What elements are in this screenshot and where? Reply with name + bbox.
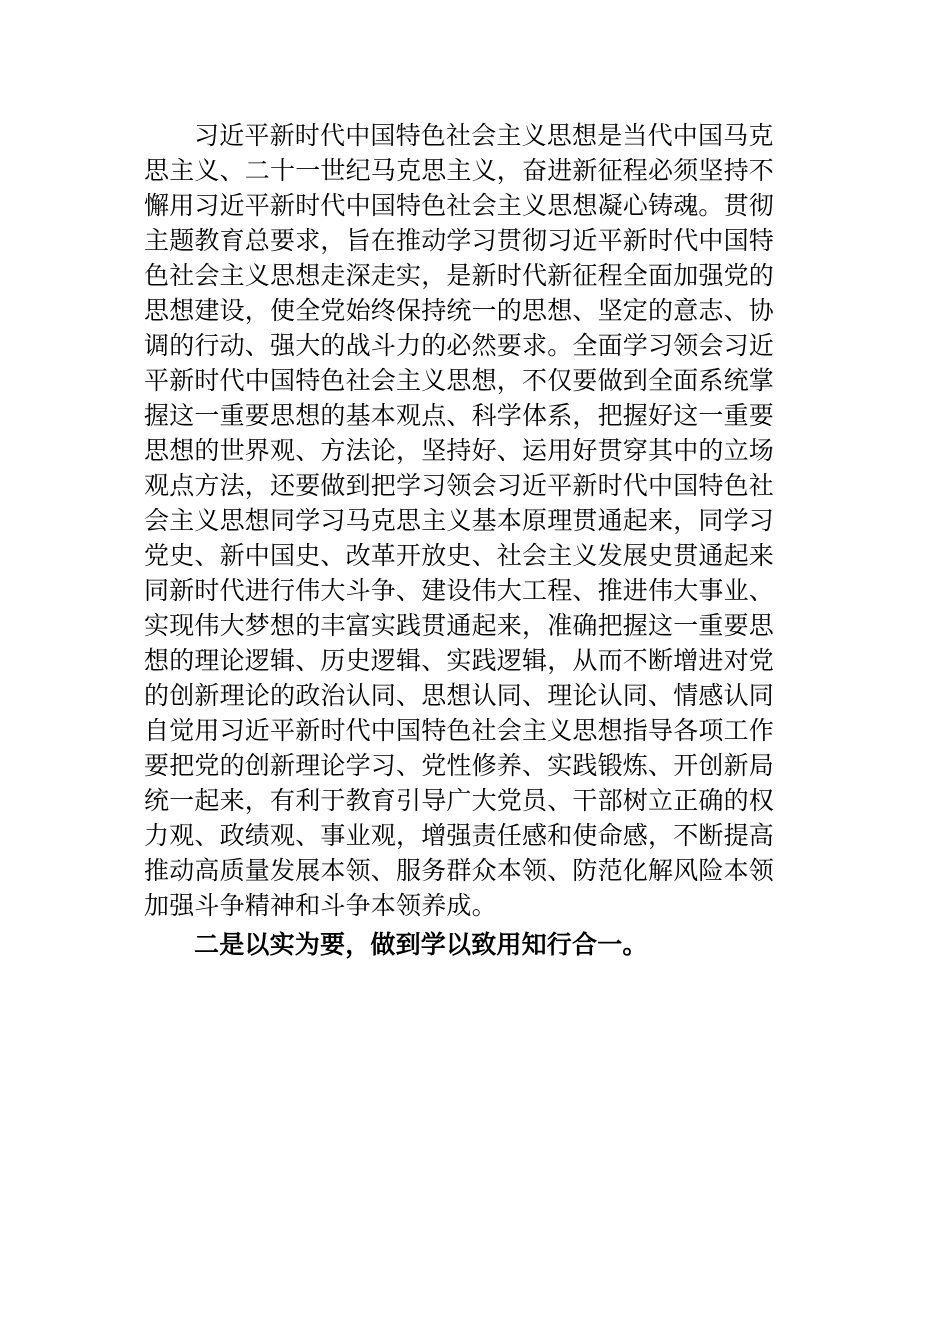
body-text <box>144 118 814 962</box>
paragraph-line-12: 会主义思想同学习马克思主义基本原理贯通起来，同学习 <box>144 506 775 535</box>
paragraph-line-23: 加强斗争精神和斗争本领养成。 <box>144 891 497 920</box>
paragraph-line-18: 自觉用习近平新时代中国特色社会主义思想指导各项工作 <box>144 716 775 745</box>
section-heading: 二是以实为要，做到学以致用知行合一。 <box>194 930 648 959</box>
paragraph-line-1: 习近平新时代中国特色社会主义思想是当代中国马克 <box>194 121 774 150</box>
paragraph-line-10: 思想的世界观、方法论，坚持好、运用好贯穿其中的立场 <box>144 436 775 465</box>
paragraph-line-15: 实现伟大梦想的丰富实践贯通起来，准确把握这一重要思 <box>144 611 775 640</box>
paragraph-line-13: 党史、新中国史、改革开放史、社会主义发展史贯通起来 <box>144 541 775 570</box>
paragraph-line-16: 想的理论逻辑、历史逻辑、实践逻辑，从而不断增进对党 <box>144 646 775 675</box>
paragraph-line-14: 同新时代进行伟大斗争、建设伟大工程、推进伟大事业、 <box>144 576 775 605</box>
paragraph-line-7: 调的行动、强大的战斗力的必然要求。全面学习领会习近 <box>144 331 775 360</box>
paragraph-line-9: 握这一重要思想的基本观点、科学体系，把握好这一重要 <box>144 401 775 430</box>
paragraph-line-2: 思主义、二十一世纪马克思主义，奋进新征程必须坚持不 <box>144 156 775 185</box>
paragraph-line-11: 观点方法，还要做到把学习领会习近平新时代中国特色社 <box>144 471 775 500</box>
paragraph-line-3: 懈用习近平新时代中国特色社会主义思想凝心铸魂。贯彻 <box>144 191 775 220</box>
paragraph-line-17: 的创新理论的政治认同、思想认同、理论认同、情感认同 <box>144 681 775 710</box>
paragraph-line-22: 推动高质量发展本领、服务群众本领、防范化解风险本领 <box>144 856 775 885</box>
paragraph-line-5: 色社会主义思想走深走实，是新时代新征程全面加强党的 <box>144 261 775 290</box>
paragraph-line-4: 主题教育总要求，旨在推动学习贯彻习近平新时代中国特 <box>144 226 775 255</box>
paragraph-line-19: 要把党的创新理论学习、党性修养、实践锻炼、开创新局 <box>144 751 775 780</box>
paragraph-line-6: 思想建设，使全党始终保持统一的思想、坚定的意志、协 <box>144 296 775 325</box>
paragraph-line-21: 力观、政绩观、事业观，增强责任感和使命感，不断提高 <box>144 821 775 850</box>
paragraph-line-8: 平新时代中国特色社会主义思想，不仅要做到全面系统掌 <box>144 366 775 395</box>
paragraph-line-20: 统一起来，有利于教育引导广大党员、干部树立正确的权 <box>144 786 775 815</box>
